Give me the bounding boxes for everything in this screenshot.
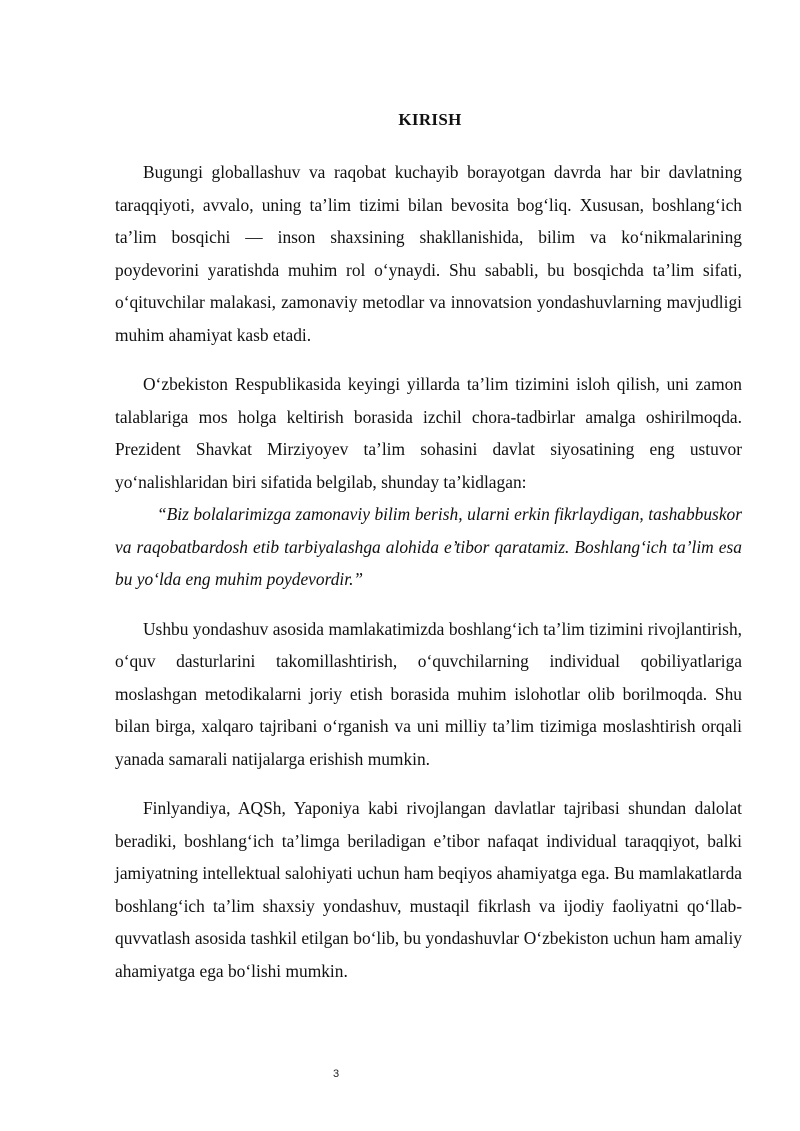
presidential-quote: “Biz bolalarimizga zamonaviy bilim berish, ularni erkin fikrlaydigan, tashabbuskor va raqobatbardosh etib tarbiyalashga alohida e’tibor qaratamiz. Boshlang‘ich ta’lim esa bu yo‘lda eng muhim poydevordir.” [115, 504, 742, 589]
paragraph-approach: Ushbu yondashuv asosida mamlakatimizda boshlang‘ich ta’lim tizimini rivojlantirish, o‘quv dasturlarini takomillashtirish, o‘quvchilarning individual qobiliyatlariga moslashgan metodikalarni joriy etish borasida muhim islohotlar olib borilmoqda. Shu bilan birga, xalqaro tajribani o‘rganish va uni milliy ta’lim tizimiga moslashtirish orqali yanada samarali natijalarga erishish mumkin. [115, 618, 742, 769]
paragraph-intro: Bugungi globallashuv va raqobat kuchayib borayotgan davrda har bir davlatning taraqqiyoti, avvalo, uning ta’lim tizimi bilan bevosita bog‘liq. Xususan, boshlang‘ich ta’lim bosqichi — inson shaxsining shakllanishida, bilim va ko‘nikmalarining poydevorini yaratishda muhim rol o‘ynaydi. Shu sababli, bu bosqichda ta’lim sifati, o‘qituvchilar malakasi, zamonaviy metodlar va innovatsion yondashuvlarning mavjudligi muhim ahamiyat kasb etadi. [115, 162, 742, 345]
page-number: 3 [332, 1068, 340, 1080]
paragraph-reforms: O‘zbekiston Respublikasida keyingi yillarda ta’lim tizimini isloh qilish, uni zamon talablariga mos holga keltirish borasida izchil chora-tadbirlar amalga oshirilmoqda. Prezident Shavkat Mirziyoyev ta’lim sohasini davlat siyosatining eng ustuvor yo‘nalishlaridan biri sifatida belgilab, shunday ta’kidlagan: [115, 374, 742, 492]
section-title: KIRISH [398, 110, 462, 129]
paragraph-international-experience: Finlyandiya, AQSh, Yaponiya kabi rivojlangan davlatlar tajribasi shundan dalolat beradiki, boshlang‘ich ta’limga beriladigan e’tibor nafaqat individual taraqqiyot, balki jamiyatning intellektual salohiyati uchun ham beqiyos ahamiyatga ega. Bu mamlakatlarda boshlang‘ich ta’lim shaxsiy yondashuv, mustaqil fikrlash va ijodiy faoliyatni qo‘llab-quvvatlash asosida tashkil etilgan bo‘lib, bu yondashuvlar O‘zbekiston uchun ham amaliy ahamiyatga ega bo‘lishi mumkin. [115, 798, 742, 981]
document-body [115, 156, 742, 987]
